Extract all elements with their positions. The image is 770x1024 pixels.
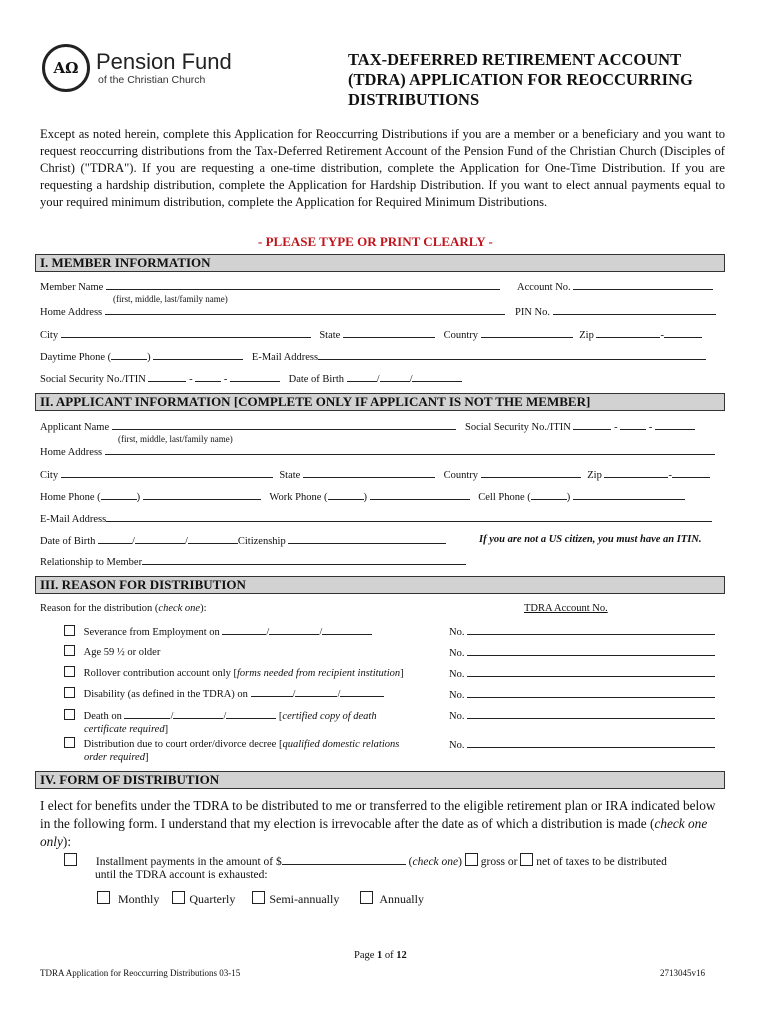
member-name-field[interactable] [106, 280, 500, 290]
installment-amount-field[interactable] [282, 855, 406, 865]
applicant-email-field[interactable] [106, 512, 712, 522]
title-line-1: TAX-DEFERRED RETIREMENT ACCOUNT [348, 50, 682, 69]
section-reason-header: III. REASON FOR DISTRIBUTION [35, 576, 725, 594]
pin-no-field[interactable] [553, 305, 716, 315]
member-email-field[interactable] [318, 350, 706, 360]
installment-until: until the TDRA account is exhausted: [95, 869, 268, 881]
death-checkbox[interactable] [64, 709, 75, 720]
applicant-ssn-part1-field[interactable] [573, 420, 611, 430]
rollover-checkbox[interactable] [64, 666, 75, 677]
home-address-row: Home Address [40, 305, 505, 318]
installment-checkbox[interactable] [64, 853, 77, 866]
member-name-row: Member Name [40, 280, 500, 293]
applicant-ssn-part2-field[interactable] [620, 420, 646, 430]
section-form-header: IV. FORM OF DISTRIBUTION [35, 771, 725, 789]
logo-name: Pension Fund [96, 49, 232, 74]
quarterly-checkbox[interactable] [172, 891, 185, 904]
disability-date-month[interactable] [251, 687, 293, 697]
country-field[interactable] [481, 328, 573, 338]
citizenship-field[interactable] [288, 534, 446, 544]
ssn-part3-field[interactable] [230, 372, 280, 382]
severance-date-day[interactable] [269, 625, 319, 635]
gross-checkbox[interactable] [465, 853, 478, 866]
applicant-city-field[interactable] [61, 468, 273, 478]
cell-phone-field[interactable] [573, 490, 685, 500]
home-phone-field[interactable] [143, 490, 261, 500]
print-clearly-notice: - PLEASE TYPE OR PRINT CLEARLY - [258, 234, 493, 249]
city-field[interactable] [61, 328, 311, 338]
age-checkbox[interactable] [64, 645, 75, 656]
account-no-5: No. [449, 709, 715, 722]
home-phone-area-field[interactable] [101, 490, 137, 500]
account-no-4: No. [449, 688, 715, 701]
death-date-day[interactable] [173, 709, 223, 719]
disability-checkbox[interactable] [64, 687, 75, 698]
account-no-row: Account No. [517, 280, 713, 293]
logo-subtitle: of the Christian Church [98, 74, 206, 86]
applicant-phone-row: Home Phone ( ) Work Phone ( ) Cell Phone ( ) [40, 490, 685, 503]
title-line-3: DISTRIBUTIONS [348, 90, 480, 109]
page-number: Page 1 of 12 [354, 950, 407, 961]
relationship-field[interactable] [142, 555, 466, 565]
work-phone-area-field[interactable] [328, 490, 364, 500]
account-no-field[interactable] [573, 280, 713, 290]
applicant-ssn-part3-field[interactable] [655, 420, 695, 430]
account-no-field-1[interactable] [467, 625, 715, 635]
account-no-field-4[interactable] [467, 688, 715, 698]
applicant-dob-row: Date of Birth / / Citizenship [40, 534, 446, 547]
reason-rollover: Rollover contribution account only [forms needed from recipient institution] [64, 666, 404, 679]
applicant-name-row: Applicant Name [40, 420, 456, 433]
page-title [348, 50, 693, 110]
severance-checkbox[interactable] [64, 625, 75, 636]
work-phone-field[interactable] [370, 490, 470, 500]
reason-death: Death on / / [certified copy of death certificate required] [64, 709, 377, 736]
applicant-address-row: Home Address [40, 445, 715, 458]
disability-date-year[interactable] [340, 687, 384, 697]
account-no-3: No. [449, 667, 715, 680]
applicant-email-row: E-Mail Address [40, 512, 712, 525]
applicant-name-field[interactable] [112, 420, 456, 430]
zip-field[interactable] [596, 328, 660, 338]
dob-month-field[interactable] [347, 372, 377, 382]
installment-row: Installment payments in the amount of $ (check one) gross or net of taxes to be distributed [64, 853, 667, 868]
daytime-phone-field[interactable] [153, 350, 243, 360]
reason-instruction: Reason for the distribution (check one): [40, 603, 207, 614]
death-date-year[interactable] [226, 709, 276, 719]
title-line-2: (TDRA) APPLICATION FOR REOCCURRING [348, 70, 693, 89]
logo [42, 44, 232, 92]
daytime-phone-area-field[interactable] [111, 350, 147, 360]
election-statement: I elect for benefits under the TDRA to be distributed to me or transferred to the eligible retirement plan or IRA indicated below in the following form. I understand that my election is irrevocable after the date as of which a distribution is made (check one only): [40, 798, 716, 849]
semi-annually-checkbox[interactable] [252, 891, 265, 904]
disability-date-day[interactable] [295, 687, 337, 697]
annually-checkbox[interactable] [360, 891, 373, 904]
reason-age: Age 59 ½ or older [64, 645, 160, 658]
applicant-zip-ext-field[interactable] [672, 468, 710, 478]
account-no-field-6[interactable] [467, 738, 715, 748]
account-no-6: No. [449, 738, 715, 751]
account-no-field-2[interactable] [467, 646, 715, 656]
cell-phone-area-field[interactable] [531, 490, 567, 500]
applicant-zip-field[interactable] [604, 468, 668, 478]
zip-ext-field[interactable] [664, 328, 702, 338]
applicant-dob-day-field[interactable] [135, 534, 185, 544]
applicant-dob-year-field[interactable] [188, 534, 238, 544]
home-address-field[interactable] [105, 305, 505, 315]
daytime-phone-row: Daytime Phone ( ) E-Mail Address [40, 350, 706, 363]
divorce-checkbox[interactable] [64, 737, 75, 748]
footer-form-code: 2713045v16 [660, 968, 705, 978]
account-no-2: No. [449, 646, 715, 659]
applicant-dob-month-field[interactable] [98, 534, 132, 544]
footer-form-name: TDRA Application for Reoccurring Distributions 03-15 [40, 968, 241, 978]
member-name-hint: (first, middle, last/family name) [113, 294, 228, 304]
reason-disability: Disability (as defined in the TDRA) on / / [64, 687, 384, 700]
net-checkbox[interactable] [520, 853, 533, 866]
severance-date-year[interactable] [322, 625, 372, 635]
pin-no-row: PIN No. [515, 305, 716, 318]
applicant-ssn-row: Social Security No./ITIN - - [465, 420, 695, 433]
applicant-city-row: City State Country Zip - [40, 468, 710, 481]
section-applicant-info-header: II. APPLICANT INFORMATION [COMPLETE ONLY IF APPLICANT IS NOT THE MEMBER] [35, 393, 725, 411]
intro-paragraph: Except as noted herein, complete this Application for Reoccurring Distributions if you are a member or a beneficiary and you want to request reoccurring distributions from the Tax-Deferred Retirement Account of the Pension Fund of the Christian Church (Disciples of Christ) ("TDRA"). If you are requesting a one-time distribution, complete the Application for One-Time Distribution. If you are requesting a hardship distribution, complete the Application for Hardship Distribution. If you want to elect annual payments equal to your required minimum distribution, complete the Application for Required Minimum Distributions. [40, 127, 725, 209]
monthly-checkbox[interactable] [97, 891, 110, 904]
member-city-row: City State Country Zip - [40, 328, 702, 341]
dob-year-field[interactable] [412, 372, 462, 382]
ssn-part1-field[interactable] [148, 372, 186, 382]
frequency-row: Monthly Quarterly Semi-annually Annually [97, 891, 424, 907]
reason-severance: Severance from Employment on / / [64, 625, 372, 638]
tdra-account-no-header: TDRA Account No. [524, 603, 608, 614]
section-member-info-header: I. MEMBER INFORMATION [35, 254, 725, 272]
account-no-field-5[interactable] [467, 709, 715, 719]
state-field[interactable] [343, 328, 435, 338]
death-date-month[interactable] [124, 709, 170, 719]
severance-date-month[interactable] [222, 625, 266, 635]
ssn-part2-field[interactable] [195, 372, 221, 382]
applicant-country-field[interactable] [481, 468, 581, 478]
chalice-logo-icon [42, 44, 90, 92]
applicant-state-field[interactable] [303, 468, 435, 478]
applicant-address-field[interactable] [105, 445, 715, 455]
member-ssn-row: Social Security No./ITIN - - Date of Birth / / [40, 372, 462, 385]
relationship-row: Relationship to Member [40, 555, 466, 568]
applicant-name-hint: (first, middle, last/family name) [118, 434, 233, 444]
reason-divorce: Distribution due to court order/divorce decree [qualified domestic relations order required] [64, 737, 399, 764]
dob-day-field[interactable] [380, 372, 410, 382]
account-no-1: No. [449, 625, 715, 638]
alpha-omega-symbol: ΑΩ [53, 59, 79, 77]
itin-note: If you are not a US citizen, you must have an ITIN. [479, 534, 702, 545]
account-no-field-3[interactable] [467, 667, 715, 677]
